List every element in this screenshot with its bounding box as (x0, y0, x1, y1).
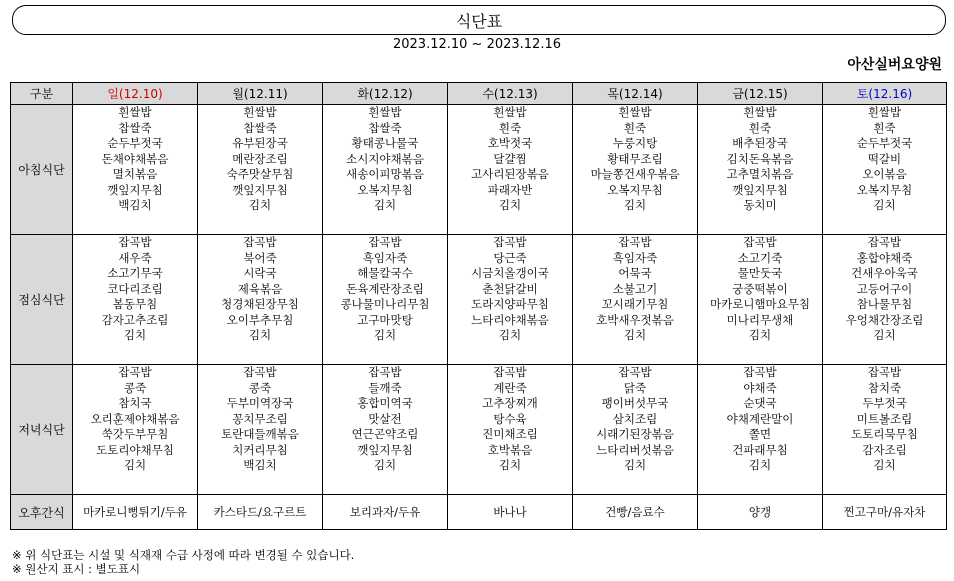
menu-item: 오복지무침 (607, 182, 663, 197)
menu-item: 진미채조림 (482, 427, 538, 441)
menu-item: 미트볼조림 (856, 411, 913, 426)
menu-item: 동치미 (743, 198, 777, 212)
day-header-thu: 목(12.14) (573, 83, 698, 105)
menu-item: 김치 (123, 458, 147, 472)
meal-cell (823, 365, 947, 495)
menu-item: 홍합야채죽 (856, 250, 913, 265)
menu-item: 돈채야채볶음 (101, 151, 169, 166)
menu-item: 닭죽 (623, 380, 647, 395)
menu-item: 호박볶음 (487, 442, 533, 457)
meal-cell (323, 235, 448, 365)
menu-item: 도라지양파무침 (471, 297, 549, 311)
menu-item: 백김치 (243, 458, 277, 472)
menu-item: 흰쌀밥 (743, 105, 777, 119)
menu-item: 잡곡밥 (118, 365, 152, 379)
snack-cell: 보리과자/두유 (323, 495, 448, 530)
menu-item: 느타리야채볶음 (471, 312, 549, 327)
menu-item: 잡곡밥 (118, 235, 152, 249)
title-box (12, 5, 946, 35)
menu-item: 도토리묵무침 (851, 427, 918, 441)
menu-item: 잡곡밥 (243, 235, 277, 249)
menu-item: 오리훈제야채볶음 (90, 411, 180, 426)
menu-item: 삼치조림 (612, 411, 658, 426)
day-header-mon: 월(12.11) (198, 83, 323, 105)
menu-item: 김치 (748, 458, 772, 472)
meal-cell (573, 235, 698, 365)
facility-name: 아산실버요양원 (847, 57, 942, 73)
menu-item: 소시지야채볶음 (346, 151, 424, 166)
day-header-sat: 토(12.16) (823, 83, 947, 105)
menu-item: 궁중떡볶이 (732, 281, 788, 296)
menu-item: 물만둣국 (737, 266, 783, 280)
menu-item: 찹쌀죽 (118, 120, 152, 135)
menu-item: 김치 (873, 198, 896, 212)
menu-item: 오이부추무침 (226, 312, 294, 327)
menu-item: 흰죽 (623, 120, 647, 135)
menu-item: 떡갈비 (867, 151, 902, 166)
menu-item: 두부젓국 (862, 396, 907, 410)
menu-item: 꼬시래기무침 (601, 297, 669, 311)
menu-item: 깻잎지무침 (357, 442, 413, 457)
menu-item: 쑥갓두부무침 (101, 427, 169, 441)
menu-item: 찹쌀죽 (243, 120, 277, 135)
menu-item: 마늘쫑건새우볶음 (590, 167, 680, 181)
menu-item: 깻잎지무침 (732, 182, 788, 197)
menu-item: 건파래무침 (732, 442, 788, 457)
menu-item: 달걀찜 (493, 151, 527, 166)
menu-item: 어묵국 (618, 266, 652, 280)
menu-item: 참치죽 (867, 380, 902, 395)
meal-cell (698, 235, 823, 365)
menu-item: 잡곡밥 (743, 365, 777, 379)
menu-item: 소불고기 (612, 281, 658, 296)
menu-item: 파래자반 (487, 182, 533, 197)
menu-item: 흰쌀밥 (368, 105, 402, 119)
menu-item: 제육볶음 (237, 281, 283, 296)
menu-item: 깻잎지무침 (232, 182, 288, 197)
meal-cell (823, 235, 947, 365)
snack-cell: 건빵/음료수 (573, 495, 698, 530)
meal-label: 저녁식단 (11, 365, 73, 495)
meal-cell (698, 105, 823, 235)
meal-row (11, 365, 947, 495)
meal-cell (198, 235, 323, 365)
menu-item: 해물칼국수 (357, 266, 413, 280)
menu-item: 새우죽 (118, 250, 152, 265)
menu-item: 흰쌀밥 (243, 105, 277, 119)
menu-item: 홍합미역국 (357, 396, 413, 410)
menu-item: 김치 (623, 198, 647, 212)
meal-cell (198, 105, 323, 235)
menu-item: 도토리야채무침 (96, 442, 174, 457)
meal-cell (573, 365, 698, 495)
menu-item: 치커리무침 (232, 442, 288, 457)
menu-item: 소고기죽 (737, 250, 783, 265)
snack-cell: 양갱 (698, 495, 823, 530)
menu-item: 계란죽 (493, 380, 527, 395)
snack-row (11, 495, 947, 530)
menu-item: 잡곡밥 (493, 365, 527, 379)
menu-item: 누룽지탕 (612, 136, 658, 150)
note-line: ※ 위 식단표는 시설 및 식재재 수급 사정에 따라 변경될 수 있습니다. (12, 548, 355, 562)
menu-item: 순두부젓국 (856, 136, 913, 150)
menu-item: 김치 (248, 328, 272, 342)
menu-item: 미나리무생채 (726, 312, 794, 327)
menu-item: 마카로니햄마요무침 (710, 297, 810, 311)
notes (12, 548, 354, 576)
header-label: 구분 (11, 83, 73, 105)
menu-item: 메란장조림 (232, 151, 288, 166)
snack-label: 오후간식 (11, 495, 73, 530)
menu-item: 오이볶음 (862, 167, 907, 181)
menu-item: 잡곡밥 (618, 365, 652, 379)
menu-item: 고구마맛탕 (357, 312, 413, 327)
menu-item: 백김치 (118, 198, 152, 212)
menu-item: 잡곡밥 (493, 235, 527, 249)
menu-item: 김치 (498, 458, 522, 472)
menu-item: 콩죽 (123, 380, 147, 395)
menu-item: 호박새우젓볶음 (596, 312, 674, 327)
menu-item: 건새우아욱국 (851, 266, 918, 280)
menu-item: 시금치올갱이국 (471, 266, 549, 280)
menu-item: 북어죽 (243, 250, 277, 265)
meal-label: 아침식단 (11, 105, 73, 235)
menu-item: 김치 (873, 458, 896, 472)
menu-item: 야채계란말이 (726, 411, 794, 426)
menu-table (10, 82, 947, 530)
menu-item: 김치 (498, 198, 522, 212)
menu-item: 배추된장국 (732, 136, 788, 150)
menu-item: 흰죽 (873, 120, 896, 135)
menu-item: 찹쌀죽 (368, 120, 402, 135)
menu-item: 김치 (373, 458, 397, 472)
menu-item: 오복지무침 (357, 182, 413, 197)
page-title: 식단표 (455, 11, 503, 31)
menu-item: 오복지무침 (856, 182, 913, 197)
menu-item: 흰쌀밥 (493, 105, 527, 119)
meal-row (11, 105, 947, 235)
snack-cell: 마카로니뻥튀기/두유 (73, 495, 198, 530)
menu-item: 흰죽 (748, 120, 772, 135)
menu-item: 잡곡밥 (743, 235, 777, 249)
menu-item: 소고기무국 (107, 266, 163, 280)
menu-item: 꽁치무조림 (232, 411, 288, 426)
day-header-wed: 수(12.13) (448, 83, 573, 105)
menu-item: 쫄면 (748, 427, 772, 441)
menu-item: 콩나물미나리무침 (340, 297, 430, 311)
menu-item: 감자조림 (862, 442, 907, 457)
menu-item: 고사리된장볶음 (471, 167, 549, 181)
menu-item: 야채죽 (743, 380, 777, 395)
menu-item: 코다리조림 (107, 281, 163, 296)
menu-item: 연근곤약조림 (351, 427, 419, 441)
day-header-fri: 금(12.15) (698, 83, 823, 105)
snack-cell: 바나나 (448, 495, 573, 530)
menu-item: 고추장찌개 (482, 396, 538, 410)
menu-item: 맛살전 (368, 411, 402, 426)
menu-item: 감자고추조림 (101, 312, 169, 327)
menu-item: 콩죽 (248, 380, 272, 395)
menu-item: 토란대들깨볶음 (221, 427, 299, 441)
menu-item: 탕수육 (493, 411, 527, 426)
menu-item: 당근죽 (493, 250, 527, 265)
menu-item: 잡곡밥 (867, 365, 902, 379)
menu-item: 김치 (373, 328, 397, 342)
menu-item: 김치 (623, 458, 647, 472)
menu-item: 춘천닭갈비 (482, 281, 538, 296)
menu-item: 순댓국 (743, 396, 777, 410)
menu-item: 김치 (123, 328, 147, 342)
menu-item: 잡곡밥 (618, 235, 652, 249)
note-line: ※ 원산지 표시 : 별도표시 (12, 562, 141, 576)
meal-cell (448, 235, 573, 365)
menu-item: 흰쌀밥 (118, 105, 152, 119)
meal-cell (323, 365, 448, 495)
menu-item: 잡곡밥 (867, 235, 902, 249)
meal-label: 점심식단 (11, 235, 73, 365)
menu-item: 흰죽 (498, 120, 522, 135)
meal-cell (448, 105, 573, 235)
menu-item: 느타리버섯볶음 (596, 442, 674, 457)
menu-item: 김치 (748, 328, 772, 342)
menu-item: 새송이피망볶음 (346, 167, 424, 181)
date-range: 2023.12.10 ~ 2023.12.16 (392, 37, 562, 52)
menu-item: 흑임자죽 (362, 250, 408, 265)
menu-item: 고추멸치볶음 (726, 167, 794, 181)
meal-cell (73, 235, 198, 365)
menu-item: 깻잎지무침 (107, 182, 163, 197)
menu-item: 김치 (498, 328, 522, 342)
meal-cell (73, 105, 198, 235)
menu-item: 순두부젓국 (107, 136, 163, 150)
menu-item: 김치 (873, 328, 896, 342)
meal-cell (823, 105, 947, 235)
menu-item: 김치돈육볶음 (726, 151, 794, 166)
meal-cell (323, 105, 448, 235)
menu-item: 잡곡밥 (243, 365, 277, 379)
menu-item: 들깨죽 (368, 380, 402, 395)
meal-cell (573, 105, 698, 235)
menu-item: 참치국 (118, 396, 152, 410)
snack-cell: 찐고구마/유자차 (823, 495, 947, 530)
meal-cell (448, 365, 573, 495)
menu-item: 김치 (373, 198, 397, 212)
menu-item: 청경채된장무침 (221, 297, 299, 311)
menu-item: 시래기된장볶음 (596, 427, 674, 441)
meal-row (11, 235, 947, 365)
menu-item: 유부된장국 (232, 136, 288, 150)
menu-item: 두부미역장국 (226, 396, 294, 410)
menu-item: 호박젓국 (487, 136, 533, 150)
menu-item: 황태콩나물국 (351, 136, 419, 150)
menu-item: 참나물무침 (856, 297, 913, 311)
menu-item: 김치 (623, 328, 647, 342)
menu-item: 김치 (248, 198, 272, 212)
menu-item: 흑임자죽 (612, 250, 658, 265)
day-header-sun: 일(12.10) (73, 83, 198, 105)
menu-item: 팽이버섯무국 (601, 396, 669, 410)
menu-item: 황태무조림 (607, 151, 663, 166)
menu-item: 흰쌀밥 (867, 105, 902, 119)
meal-cell (198, 365, 323, 495)
meal-cell (73, 365, 198, 495)
meal-cell (698, 365, 823, 495)
menu-item: 고등어구이 (856, 281, 913, 296)
menu-item: 흰쌀밥 (618, 105, 652, 119)
day-header-tue: 화(12.12) (323, 83, 448, 105)
menu-item: 시락국 (243, 266, 277, 280)
menu-item: 잡곡밥 (368, 365, 402, 379)
header-row (11, 83, 947, 105)
menu-item: 숙주맛살무침 (226, 167, 294, 181)
menu-item: 잡곡밥 (368, 235, 402, 249)
menu-item: 돈육계란장조림 (346, 281, 424, 296)
menu-item: 멸치볶음 (112, 167, 158, 181)
menu-item: 우엉채간장조림 (845, 312, 924, 327)
snack-cell: 카스타드/요구르트 (198, 495, 323, 530)
menu-item: 봄동무침 (112, 297, 158, 311)
